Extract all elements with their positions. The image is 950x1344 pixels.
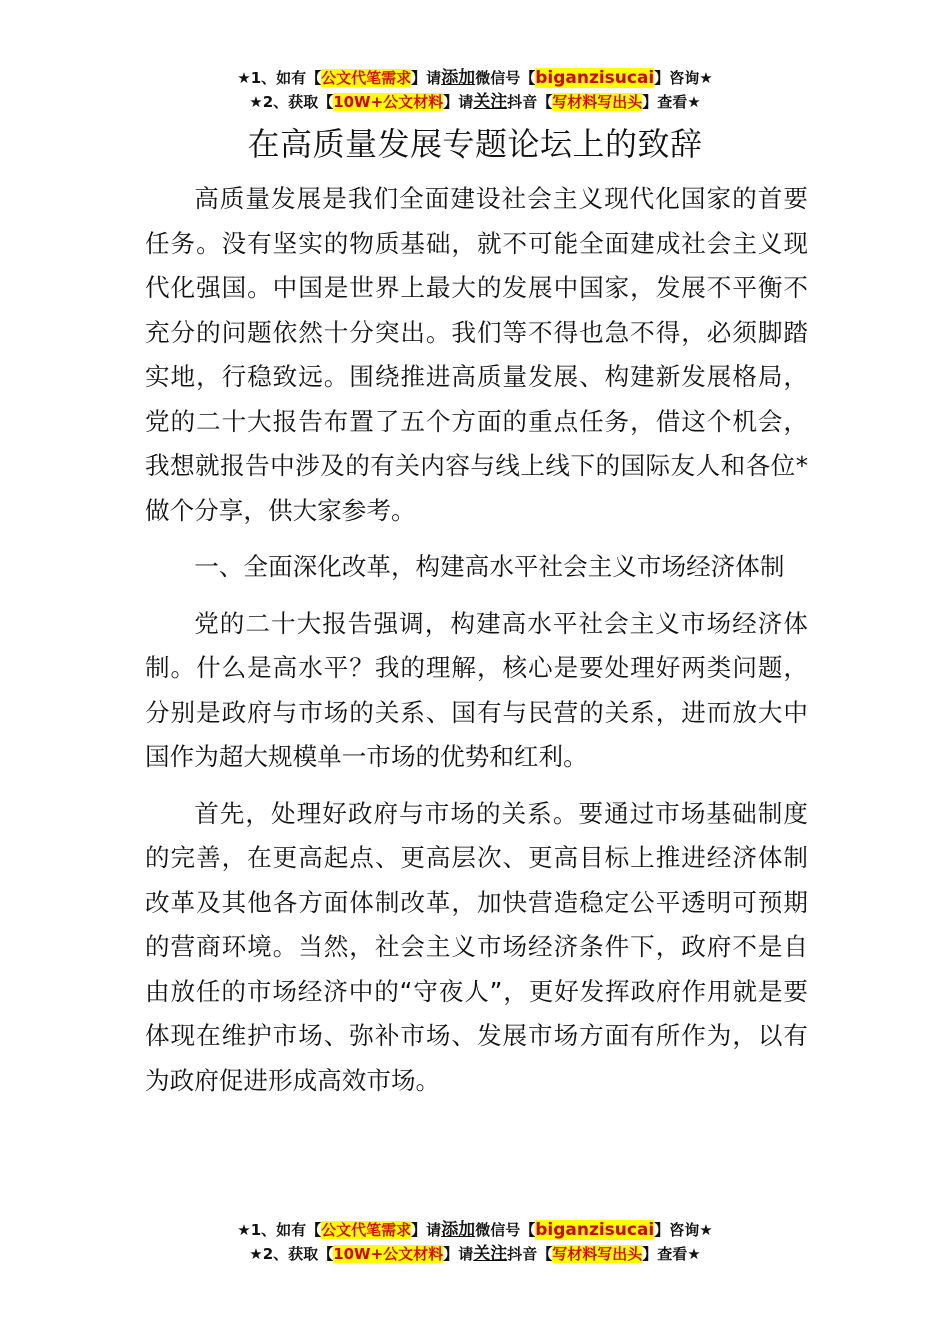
paragraph-3: 首先，处理好政府与市场的关系。要通过市场基础制度的完善，在更高起点、更高层次、更高目标上推进经济体制改革及其他各方面体制改革，加快营造稳定公平透明可预期的营商环境。当然，社会主义市场经济条件下，政府不是自由放任的市场经济中的“守夜人”，更好发挥政府作用就是要体现在维护市场、弥补市场、发展市场方面有所作为，以有为政府促进形成高效市场。 [145,798,808,1095]
highlight-douyin: 写材料写出头 [552,1245,643,1263]
paragraph-2: 党的二十大报告强调，构建高水平社会主义市场经济体制。什么是高水平？我的理解，核心是要处理好两类问题，分别是政府与市场的关系、国有与民营的关系，进而放大中国作为超大规模单一市场的优势和红利。 [145,608,808,771]
banner-line-2: ★2、获取【10W+公文材料】请关注抖音【写材料写出头】查看★ [249,92,701,112]
highlight-service: 公文代笔需求 [321,69,412,87]
banner-line-1: ★1、如有【公文代笔需求】请添加微信号【biganzisucai】咨询★ [237,1220,713,1240]
banner-line-1: ★1、如有【公文代笔需求】请添加微信号【biganzisucai】咨询★ [237,68,713,88]
paragraph-intro: 高质量发展是我们全面建设社会主义现代化国家的首要任务。没有坚实的物质基础，就不可能全面建成社会主义现代化强国。中国是世界上最大的发展中国家，发展不平衡不充分的问题依然十分突出。我们等不得也急不得，必须脚踏实地，行稳致远。围绕推进高质量发展、构建新发展格局，党的二十大报告布置了五个方面的重点任务，借这个机会，我想就报告中涉及的有关内容与线上线下的国际友人和各位*做个分享，供大家参考。 [145,184,808,525]
document-title: 在高质量发展专题论坛上的致辞 [247,125,703,163]
highlight-wechat-id: biganzisucai [535,68,655,88]
banner-line-2: ★2、获取【10W+公文材料】请关注抖音【写材料写出头】查看★ [249,1244,701,1264]
highlight-materials: 10W+公文材料 [333,1245,444,1263]
footer-banner [0,1218,950,1266]
highlight-service: 公文代笔需求 [321,1221,412,1239]
highlight-wechat-id: biganzisucai [535,1220,655,1240]
section-heading-1: 一、全面深化改革，构建高水平社会主义市场经济体制 [194,552,785,581]
highlight-materials: 10W+公文材料 [333,93,444,111]
header-banner [0,66,950,114]
document-body [145,177,808,1115]
highlight-douyin: 写材料写出头 [552,93,643,111]
